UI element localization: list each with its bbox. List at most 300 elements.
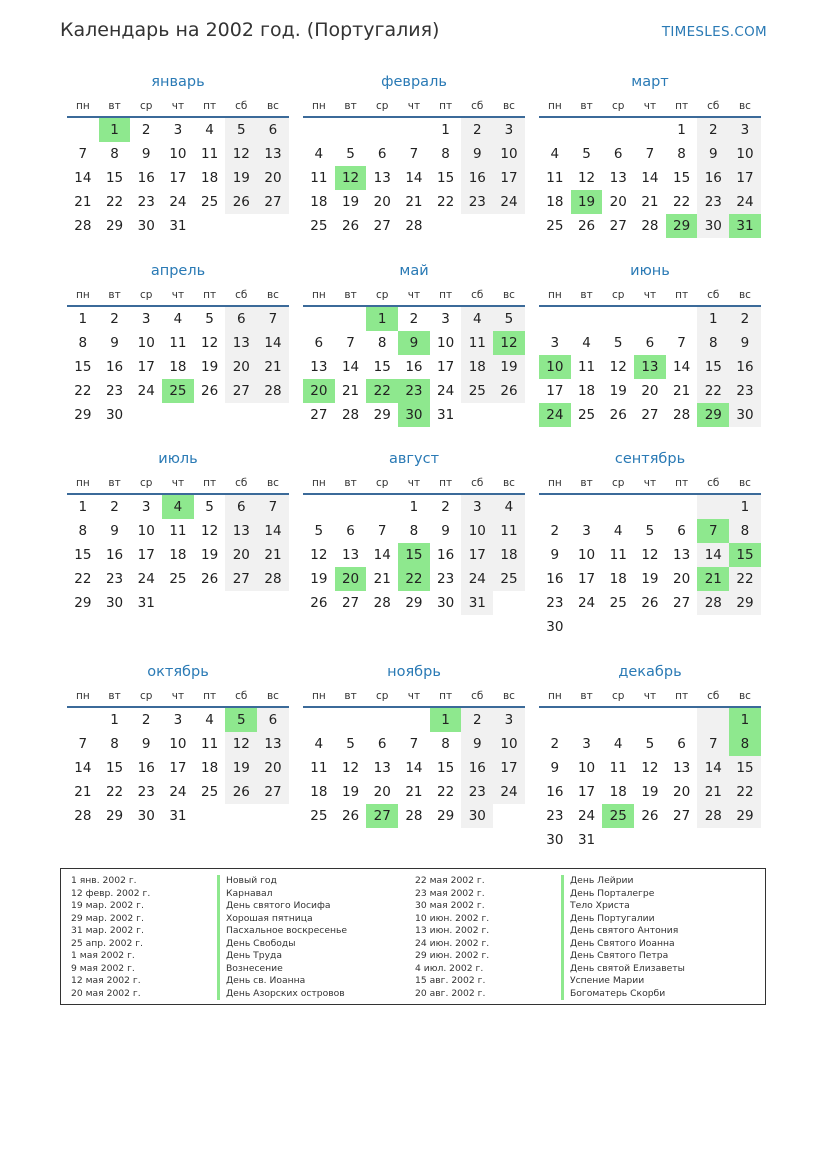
holiday-day: 5 (225, 708, 257, 732)
day: 14 (405, 760, 423, 776)
weekday-label: вт (108, 690, 121, 702)
day: 28 (405, 218, 423, 234)
weekend-day: 21 (697, 780, 729, 804)
weekday-label: вт (108, 100, 121, 112)
month-5 (303, 261, 525, 427)
day: 26 (341, 808, 360, 824)
weekday-label: вс (502, 289, 515, 301)
holiday-day: 10 (539, 355, 571, 379)
day: 15 (105, 760, 124, 776)
day: 26 (201, 383, 219, 399)
empty-cell (398, 708, 430, 732)
day: 15 (373, 359, 391, 375)
legend-dates-left (71, 875, 150, 1000)
month-10 (67, 662, 289, 828)
day: 4 (314, 736, 324, 752)
weekend-day: 1 (729, 495, 761, 519)
day: 26 (609, 407, 627, 423)
empty-cell (303, 118, 335, 142)
day: 6 (613, 146, 623, 162)
day: 26 (201, 571, 219, 587)
weekday-label: вс (502, 100, 515, 112)
weekday-label: пн (75, 100, 90, 112)
month-9 (539, 449, 761, 639)
month-name: июль (158, 451, 198, 467)
day: 30 (437, 595, 455, 611)
weekend-day: 16 (729, 355, 761, 379)
day: 15 (437, 760, 455, 776)
day: 18 (577, 383, 596, 399)
day: 23 (137, 784, 155, 800)
days-grid (303, 708, 525, 828)
day: 4 (613, 523, 623, 539)
weekday-label: ср (375, 690, 389, 702)
weekday-header (539, 96, 761, 116)
weekday-label: ср (375, 100, 389, 112)
weekend-day: 7 (257, 307, 289, 331)
holiday-day: 20 (303, 379, 335, 403)
day: 27 (373, 218, 391, 234)
day: 24 (577, 595, 596, 611)
day: 10 (169, 736, 187, 752)
weekday-label: чт (171, 100, 185, 112)
day: 15 (437, 170, 455, 186)
weekend-day: 22 (729, 780, 761, 804)
day: 14 (673, 359, 691, 375)
day: 13 (673, 547, 691, 563)
holiday-day: 7 (697, 519, 729, 543)
day: 27 (673, 808, 691, 824)
day: 18 (201, 170, 219, 186)
day: 18 (310, 784, 328, 800)
day: 13 (673, 760, 691, 776)
weekday-label: пн (547, 690, 562, 702)
weekend-day: 16 (461, 166, 493, 190)
day: 9 (550, 547, 560, 563)
empty-cell (335, 495, 367, 519)
weekday-label: ср (611, 100, 625, 112)
weekend-day: 10 (461, 519, 493, 543)
legend-holiday-name: День Португалии (561, 913, 685, 926)
empty-cell (398, 118, 430, 142)
day: 4 (314, 146, 324, 162)
legend-date: 4 июл. 2002 г. (415, 962, 484, 974)
weekday-label: сб (471, 477, 484, 489)
weekend-day: 28 (257, 567, 289, 591)
day: 6 (314, 335, 324, 351)
day: 9 (141, 146, 151, 162)
weekday-label: пт (203, 100, 217, 112)
day: 31 (577, 832, 596, 848)
day: 29 (405, 595, 423, 611)
holiday-day: 12 (335, 166, 367, 190)
empty-cell (666, 708, 698, 732)
weekday-label: вт (580, 289, 593, 301)
weekday-label: чт (407, 477, 421, 489)
weekday-label: ср (611, 289, 625, 301)
weekend-day: 13 (225, 331, 257, 355)
day: 10 (577, 760, 596, 776)
days-grid (67, 708, 289, 828)
empty-cell (602, 118, 634, 142)
weekend-day: 4 (461, 307, 493, 331)
day: 19 (641, 784, 659, 800)
weekday-label: ср (139, 289, 153, 301)
weekday-header (67, 285, 289, 305)
weekday-label: пн (75, 289, 90, 301)
day: 21 (673, 383, 691, 399)
month-name: март (631, 74, 669, 90)
weekend-day: 15 (729, 756, 761, 780)
day: 11 (169, 523, 187, 539)
day: 7 (346, 335, 355, 351)
weekday-label: вс (266, 289, 279, 301)
weekend-day: 7 (697, 732, 729, 756)
weekday-label: сб (471, 690, 484, 702)
days-grid (539, 495, 761, 639)
month-name: декабрь (618, 664, 682, 680)
day: 6 (677, 736, 686, 752)
day: 9 (110, 335, 119, 351)
day: 6 (377, 736, 387, 752)
weekend-day: 6 (225, 307, 257, 331)
empty-cell (697, 495, 729, 519)
day: 27 (310, 407, 328, 423)
day: 14 (74, 170, 92, 186)
weekend-day: 2 (697, 118, 729, 142)
month-4 (67, 261, 289, 427)
month-name: ноябрь (387, 664, 441, 680)
legend-names-right (561, 875, 685, 1000)
weekend-day: 10 (493, 732, 525, 756)
day: 12 (577, 170, 596, 186)
weekend-day: 19 (493, 355, 525, 379)
day: 30 (546, 619, 564, 635)
day: 25 (546, 218, 564, 234)
day: 22 (74, 383, 92, 399)
day: 1 (78, 499, 88, 515)
day: 31 (169, 218, 187, 234)
legend-date: 20 авг. 2002 г. (415, 987, 486, 999)
month-3 (539, 72, 761, 238)
weekday-label: ср (611, 477, 625, 489)
weekend-day: 27 (225, 379, 257, 403)
day: 29 (74, 407, 92, 423)
day: 13 (310, 359, 328, 375)
legend-date: 24 июн. 2002 г. (415, 937, 490, 949)
weekend-day: 3 (493, 118, 525, 142)
legend-holiday-name: День святой Елизаветы (561, 963, 685, 976)
weekend-day: 5 (493, 307, 525, 331)
day: 29 (74, 595, 92, 611)
month-name: октябрь (147, 664, 209, 680)
day: 11 (201, 146, 219, 162)
day: 7 (78, 736, 88, 752)
weekday-label: пн (547, 289, 562, 301)
day: 14 (641, 170, 659, 186)
weekend-day: 30 (729, 403, 761, 427)
day: 15 (105, 170, 124, 186)
weekend-day: 20 (225, 355, 257, 379)
weekend-day: 28 (257, 379, 289, 403)
day: 6 (346, 523, 355, 539)
legend-date: 23 мая 2002 г. (415, 887, 485, 899)
day: 8 (409, 523, 419, 539)
day: 4 (205, 122, 214, 138)
weekday-label: сб (471, 289, 484, 301)
holiday-day: 8 (729, 732, 761, 756)
weekend-day: 19 (225, 166, 257, 190)
weekday-label: сб (707, 690, 720, 702)
day: 1 (110, 712, 119, 728)
weekday-label: чт (643, 477, 657, 489)
empty-cell (303, 708, 335, 732)
day: 5 (314, 523, 324, 539)
weekday-label: чт (171, 690, 185, 702)
day: 3 (173, 122, 183, 138)
weekend-day: 10 (493, 142, 525, 166)
month-6 (539, 261, 761, 427)
weekend-day: 17 (461, 543, 493, 567)
month-8 (303, 449, 525, 615)
legend-date: 31 мар. 2002 г. (71, 925, 144, 936)
weekend-day: 20 (257, 166, 289, 190)
day: 30 (137, 808, 155, 824)
day: 7 (677, 335, 686, 351)
legend-holiday-name: Хорошая пятница (217, 913, 347, 926)
weekend-day: 27 (257, 780, 289, 804)
day: 27 (641, 407, 659, 423)
weekday-label: пн (547, 100, 562, 112)
day: 7 (78, 146, 88, 162)
weekday-label: ср (139, 477, 153, 489)
weekend-day: 3 (729, 118, 761, 142)
day: 12 (609, 359, 627, 375)
day: 29 (437, 808, 455, 824)
day: 25 (310, 808, 328, 824)
day: 12 (310, 547, 328, 563)
day: 15 (74, 359, 92, 375)
legend-holiday-name: День святого Антония (561, 925, 685, 938)
weekday-label: сб (707, 100, 720, 112)
weekend-day: 17 (729, 166, 761, 190)
day: 14 (74, 760, 92, 776)
day: 13 (609, 170, 627, 186)
day: 21 (405, 194, 423, 210)
weekday-label: пт (675, 100, 689, 112)
day: 11 (310, 170, 328, 186)
day: 22 (437, 784, 455, 800)
legend-date: 30 мая 2002 г. (415, 900, 485, 911)
day: 8 (110, 736, 119, 752)
day: 14 (373, 547, 391, 563)
month-name: февраль (381, 74, 447, 90)
day: 1 (78, 311, 88, 327)
weekday-label: ср (375, 289, 389, 301)
weekday-header (303, 473, 525, 493)
holiday-day: 4 (162, 495, 194, 519)
holiday-day: 15 (398, 543, 430, 567)
day: 12 (341, 760, 360, 776)
day: 19 (201, 359, 219, 375)
weekday-header (303, 686, 525, 706)
day: 21 (74, 194, 92, 210)
day: 28 (641, 218, 659, 234)
day: 28 (74, 218, 92, 234)
holiday-day: 12 (493, 331, 525, 355)
legend-holiday-name: День Свободы (217, 938, 347, 951)
weekday-label: пн (75, 690, 90, 702)
days-grid (67, 307, 289, 427)
weekend-day: 14 (697, 756, 729, 780)
day: 2 (141, 122, 151, 138)
day: 8 (78, 523, 88, 539)
day: 2 (110, 499, 119, 515)
empty-cell (67, 708, 99, 732)
day: 26 (310, 595, 328, 611)
day: 27 (673, 595, 691, 611)
day: 5 (645, 736, 655, 752)
day: 23 (105, 571, 124, 587)
weekday-header (303, 285, 525, 305)
weekend-day: 22 (697, 379, 729, 403)
holiday-day: 1 (366, 307, 398, 331)
day: 8 (441, 736, 450, 752)
weekday-label: пт (439, 289, 453, 301)
day: 3 (582, 523, 591, 539)
weekend-day: 13 (225, 519, 257, 543)
holiday-day: 22 (398, 567, 430, 591)
day: 2 (550, 523, 560, 539)
weekend-day: 20 (225, 543, 257, 567)
day: 25 (169, 571, 187, 587)
month-7 (67, 449, 289, 615)
empty-cell (303, 307, 335, 331)
day: 16 (105, 547, 124, 563)
day: 29 (105, 808, 124, 824)
day: 2 (141, 712, 151, 728)
day: 18 (310, 194, 328, 210)
day: 22 (105, 784, 124, 800)
day: 20 (673, 784, 691, 800)
weekend-day: 23 (461, 780, 493, 804)
day: 21 (641, 194, 659, 210)
day: 19 (609, 383, 627, 399)
weekday-label: ср (375, 477, 389, 489)
legend-date: 20 мая 2002 г. (71, 987, 141, 999)
weekday-label: вт (108, 477, 121, 489)
day: 21 (74, 784, 92, 800)
day: 30 (546, 832, 564, 848)
days-grid (539, 708, 761, 852)
day: 12 (641, 547, 659, 563)
day: 21 (341, 383, 360, 399)
month-12 (539, 662, 761, 852)
empty-cell (571, 495, 603, 519)
day: 16 (546, 784, 564, 800)
weekday-label: пт (439, 477, 453, 489)
legend-holiday-name: День Азорских островов (217, 988, 347, 1001)
day: 13 (373, 760, 391, 776)
brand-link[interactable]: TIMESLES.COM (661, 24, 767, 40)
weekday-label: чт (643, 100, 657, 112)
day: 18 (169, 547, 187, 563)
weekend-day: 8 (697, 331, 729, 355)
day: 23 (546, 808, 564, 824)
weekday-label: сб (235, 289, 248, 301)
day: 18 (609, 571, 627, 587)
day: 3 (141, 311, 151, 327)
day: 8 (377, 335, 387, 351)
weekday-label: пт (203, 289, 217, 301)
weekend-day: 5 (225, 118, 257, 142)
day: 3 (173, 712, 183, 728)
day: 11 (609, 547, 627, 563)
empty-cell (634, 495, 666, 519)
weekend-day: 6 (225, 495, 257, 519)
day: 26 (641, 808, 659, 824)
empty-cell (366, 708, 398, 732)
weekday-header (67, 686, 289, 706)
day: 8 (677, 146, 686, 162)
day: 22 (673, 194, 691, 210)
day: 16 (137, 760, 155, 776)
day: 6 (645, 335, 655, 351)
day: 20 (373, 194, 391, 210)
day: 19 (341, 784, 360, 800)
empty-cell (602, 307, 634, 331)
empty-cell (602, 495, 634, 519)
weekend-day: 27 (257, 190, 289, 214)
weekday-header (539, 473, 761, 493)
day: 23 (437, 571, 455, 587)
days-grid (539, 307, 761, 427)
empty-cell (335, 708, 367, 732)
empty-cell (697, 708, 729, 732)
legend-date: 1 мая 2002 г. (71, 950, 135, 961)
weekend-day: 28 (697, 591, 729, 615)
days-grid (303, 307, 525, 427)
day: 16 (105, 359, 124, 375)
day: 22 (437, 194, 455, 210)
weekday-label: вт (580, 690, 593, 702)
day: 11 (201, 736, 219, 752)
weekend-day: 19 (225, 756, 257, 780)
empty-cell (335, 307, 367, 331)
weekday-label: вт (580, 100, 593, 112)
day: 14 (341, 359, 360, 375)
empty-cell (366, 118, 398, 142)
day: 5 (582, 146, 591, 162)
day: 7 (377, 523, 387, 539)
day: 26 (641, 595, 659, 611)
day: 26 (341, 218, 360, 234)
weekend-day: 30 (697, 214, 729, 238)
day: 9 (550, 760, 560, 776)
day: 1 (677, 122, 686, 138)
weekend-day: 20 (257, 756, 289, 780)
day: 12 (641, 760, 659, 776)
day: 21 (373, 571, 391, 587)
day: 27 (341, 595, 360, 611)
weekday-header (539, 285, 761, 305)
holiday-day: 31 (729, 214, 761, 238)
weekday-label: вт (344, 477, 357, 489)
weekend-day: 23 (697, 190, 729, 214)
weekday-label: вт (108, 289, 121, 301)
weekend-day: 26 (493, 379, 525, 403)
weekend-day: 2 (461, 118, 493, 142)
